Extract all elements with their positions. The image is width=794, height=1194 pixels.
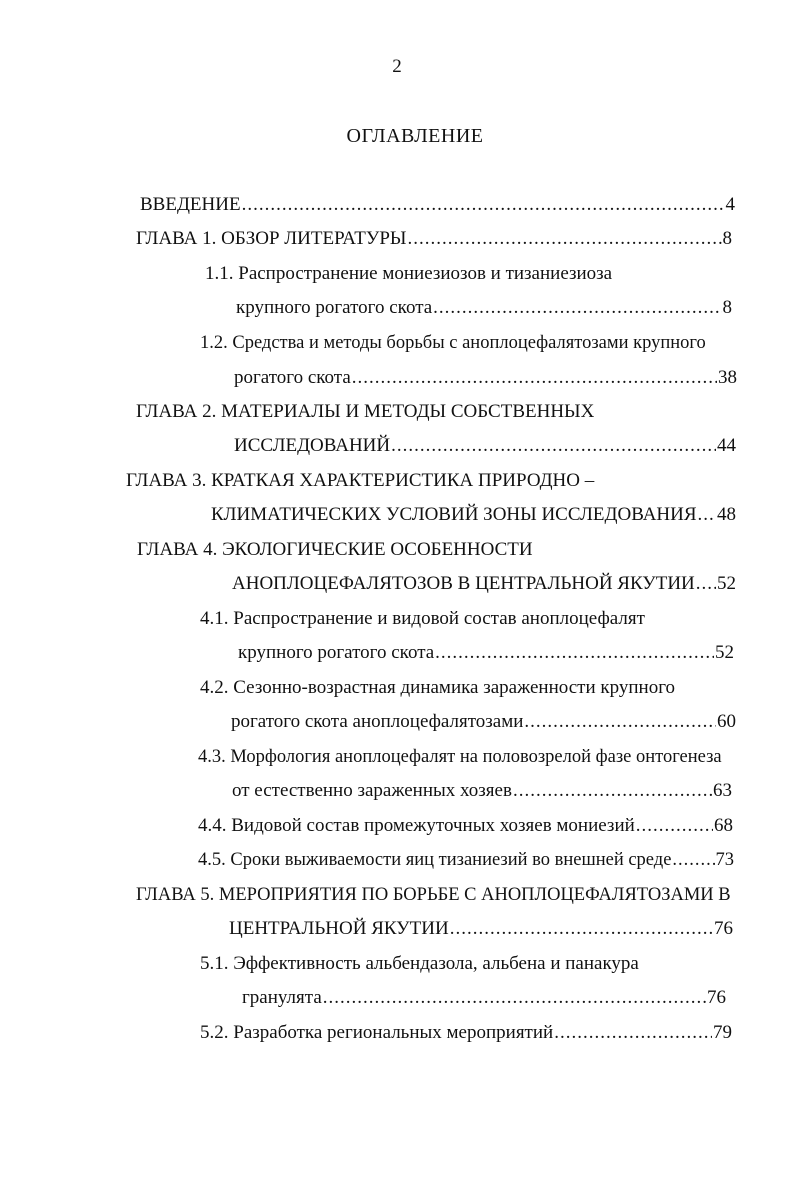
- leader-dots: [554, 1021, 712, 1045]
- page-number: 2: [392, 56, 402, 77]
- toc-entry-1-2: 1.2. Средства и методы борьбы с аноплоцефалятозами крупного: [200, 333, 706, 353]
- toc-page-number: 8: [722, 228, 732, 249]
- toc-page-number: 63: [713, 780, 732, 801]
- toc-page-number: 68: [714, 815, 733, 836]
- leader-dots: [672, 848, 714, 872]
- toc-entry-1-1: 1.1. Распространение мониезиозов и тизаниезиоза: [205, 263, 613, 284]
- toc-entry-4-4: 4.4. Видовой состав промежуточных хозяев мониезий ..... 68: [198, 814, 733, 838]
- leader-dots: [391, 434, 716, 458]
- toc-entry-4-5: 4.5. Сроки выживаемости яиц тизаниезий во внешней среде ..... 73: [198, 848, 734, 872]
- toc-entry-chapter-3-cont: КЛИМАТИЧЕСКИХ УСЛОВИЙ ЗОНЫ ИССЛЕДОВАНИЯ ..... 48: [211, 503, 736, 527]
- toc-entry-4-1-cont: крупного рогатого скота ..... 52: [238, 641, 734, 665]
- leader-dots: [433, 296, 721, 320]
- toc-entry-chapter-1: ГЛАВА 1. ОБЗОР ЛИТЕРАТУРЫ ..... 8: [136, 227, 732, 251]
- toc-page-number: 76: [707, 987, 726, 1008]
- toc-entry-4-2: 4.2. Сезонно-возрастная динамика зараженности крупного: [200, 677, 676, 698]
- toc-page-number: 73: [715, 850, 734, 870]
- toc-entry-introduction: ВВЕДЕНИЕ ..... 4: [140, 193, 735, 217]
- toc-entry-chapter-4-cont: АНОПЛОЦЕФАЛЯТОЗОВ В ЦЕНТРАЛЬНОЙ ЯКУТИИ ..... 52: [232, 572, 736, 596]
- leader-dots: [696, 572, 716, 596]
- toc-entry-1-1-cont: крупного рогатого скота ..... 8: [236, 296, 732, 320]
- leader-dots: [513, 779, 712, 803]
- toc-title: ОГЛАВЛЕНИЕ: [346, 125, 484, 147]
- leader-dots: [698, 503, 716, 527]
- toc-entry-chapter-5: ГЛАВА 5. МЕРОПРИЯТИЯ ПО БОРЬБЕ С АНОПЛОЦЕФАЛЯТОЗАМИ В: [136, 885, 731, 905]
- toc-entry-5-1-cont: гранулята ..... 76: [242, 986, 726, 1010]
- toc-entry-4-1: 4.1. Распространение и видовой состав аноплоцефалят: [200, 608, 645, 629]
- toc-page-number: 52: [715, 642, 734, 663]
- toc-entry-chapter-5-cont: ЦЕНТРАЛЬНОЙ ЯКУТИИ ..... 76: [229, 917, 733, 941]
- toc-entry-chapter-2: ГЛАВА 2. МАТЕРИАЛЫ И МЕТОДЫ СОБСТВЕННЫХ: [136, 401, 595, 422]
- leader-dots: [524, 710, 716, 734]
- toc-entry-4-3: 4.3. Морфология аноплоцефалят на половозрелой фазе онтогенеза: [198, 747, 722, 767]
- toc-entry-5-1: 5.1. Эффективность альбендазола, альбена и панакура: [200, 953, 639, 974]
- toc-page-number: 38: [718, 367, 737, 388]
- toc-page-number: 44: [717, 435, 736, 456]
- toc-entry-4-2-cont: рогатого скота аноплоцефалятозами ..... 60: [231, 710, 736, 734]
- toc-entry-5-2: 5.2. Разработка региональных мероприятий ..... 79: [200, 1021, 732, 1045]
- leader-dots: [435, 641, 714, 665]
- leader-dots: [450, 917, 713, 941]
- leader-dots: [408, 227, 722, 251]
- toc-page-number: 8: [722, 297, 732, 318]
- toc-entry-chapter-2-cont: ИССЛЕДОВАНИЙ ..... 44: [234, 434, 736, 458]
- leader-dots: [636, 814, 713, 838]
- leader-dots: [242, 193, 725, 217]
- toc-page-number: 4: [725, 194, 735, 215]
- toc-entry-4-3-cont: от естественно зараженных хозяев ..... 63: [232, 779, 732, 803]
- toc-entry-1-2-cont: рогатого скота ..... 38: [234, 366, 737, 390]
- toc-page-number: 79: [713, 1022, 732, 1043]
- toc-page-number: 52: [717, 573, 736, 594]
- toc-page-number: 48: [717, 504, 736, 525]
- toc-entry-chapter-3: ГЛАВА 3. КРАТКАЯ ХАРАКТЕРИСТИКА ПРИРОДНО –: [126, 470, 595, 491]
- leader-dots: [352, 366, 717, 390]
- leader-dots: [323, 986, 706, 1010]
- toc-entry-chapter-4: ГЛАВА 4. ЭКОЛОГИЧЕСКИЕ ОСОБЕННОСТИ: [137, 539, 533, 560]
- toc-page-number: 76: [714, 918, 733, 939]
- toc-page-number: 60: [717, 711, 736, 732]
